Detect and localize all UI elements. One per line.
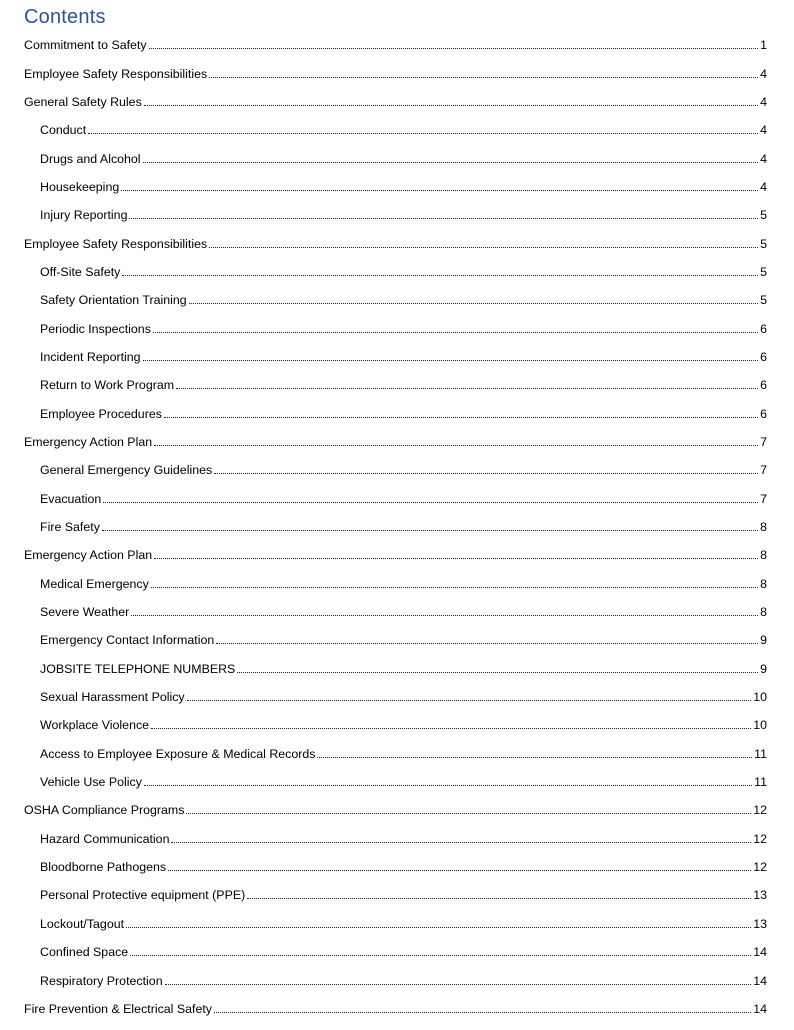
toc-entry-title[interactable]: OSHA Compliance Programs	[24, 803, 185, 818]
toc-entry-page-number[interactable]: 7	[760, 491, 767, 506]
toc-entry-title[interactable]: Housekeeping	[40, 179, 120, 194]
toc-entry-page-number[interactable]: 4	[760, 123, 767, 138]
toc-entry-title[interactable]: Sexual Harassment Policy	[40, 690, 185, 705]
toc-entry-title[interactable]: Medical Emergency	[40, 576, 149, 591]
toc-dot-leader	[317, 747, 752, 761]
toc-entry-page-number[interactable]: 1	[760, 38, 767, 53]
toc-entry[interactable]	[0, 428, 794, 456]
toc-entry-page-number[interactable]: 7	[760, 434, 767, 449]
toc-dot-leader	[144, 775, 752, 789]
toc-entry-title[interactable]: General Safety Rules	[24, 94, 142, 109]
toc-entry[interactable]	[0, 626, 794, 654]
toc-entry[interactable]	[0, 59, 794, 87]
toc-dot-leader	[186, 803, 751, 817]
toc-entry-page-number[interactable]: 8	[760, 520, 767, 535]
toc-entry[interactable]	[0, 825, 794, 853]
toc-entry-title[interactable]: Respiratory Protection	[40, 973, 163, 988]
toc-entry[interactable]	[0, 144, 794, 172]
toc-entry-page-number[interactable]: 14	[753, 1001, 767, 1016]
toc-entry-page-number[interactable]: 9	[760, 633, 767, 648]
toc-entry-title[interactable]: Workplace Violence	[40, 718, 150, 733]
toc-entry[interactable]	[0, 371, 794, 399]
toc-dot-leader	[126, 917, 751, 931]
toc-entry[interactable]	[0, 966, 794, 994]
toc-entry[interactable]	[0, 881, 794, 909]
toc-dot-leader	[143, 152, 759, 166]
toc-entry[interactable]	[0, 655, 794, 683]
toc-entry[interactable]	[0, 768, 794, 796]
toc-entry-page-number[interactable]: 6	[760, 378, 767, 393]
toc-entry-title[interactable]: Employee Safety Responsibilities	[24, 236, 208, 251]
toc-entry-page-number[interactable]: 6	[760, 406, 767, 421]
toc-entry-title[interactable]: Drugs and Alcohol	[40, 151, 141, 166]
toc-dot-leader	[102, 520, 758, 534]
toc-entry-title[interactable]: Return to Work Program	[40, 378, 175, 393]
toc-entry-title[interactable]: General Emergency Guidelines	[40, 463, 213, 478]
toc-entry[interactable]	[0, 116, 794, 144]
table-of-contents	[0, 31, 794, 1023]
toc-entry[interactable]	[0, 853, 794, 881]
toc-entry-page-number[interactable]: 6	[760, 349, 767, 364]
toc-entry[interactable]	[0, 938, 794, 966]
toc-dot-leader	[143, 350, 759, 364]
toc-entry-page-number[interactable]: 4	[760, 94, 767, 109]
toc-entry-page-number[interactable]: 13	[753, 888, 767, 903]
toc-entry-page-number[interactable]: 10	[753, 718, 767, 733]
toc-dot-leader	[214, 1002, 751, 1016]
toc-dot-leader	[176, 378, 758, 392]
toc-entry-title[interactable]: Evacuation	[40, 491, 102, 506]
toc-dot-leader	[103, 492, 758, 506]
toc-entry-title[interactable]: Vehicle Use Policy	[40, 775, 142, 790]
toc-dot-leader	[151, 577, 758, 591]
toc-entry[interactable]	[0, 314, 794, 342]
toc-entry[interactable]	[0, 796, 794, 824]
toc-entry-title[interactable]: Employee Safety Responsibilities	[24, 66, 208, 81]
toc-entry-page-number[interactable]: 4	[760, 66, 767, 81]
toc-heading: Contents	[24, 6, 106, 28]
toc-entry[interactable]	[0, 258, 794, 286]
toc-entry-title[interactable]: Access to Employee Exposure & Medical Records	[40, 746, 316, 761]
toc-entry-page-number[interactable]: 12	[753, 860, 767, 875]
toc-entry[interactable]	[0, 740, 794, 768]
toc-entry-title[interactable]: Confined Space	[40, 945, 129, 960]
toc-entry[interactable]	[0, 910, 794, 938]
toc-entry[interactable]	[0, 541, 794, 569]
toc-entry-page-number[interactable]: 5	[760, 208, 767, 223]
toc-entry-page-number[interactable]: 11	[754, 746, 767, 761]
toc-entry[interactable]	[0, 513, 794, 541]
toc-entry[interactable]	[0, 995, 794, 1023]
toc-entry-page-number[interactable]: 10	[753, 690, 767, 705]
toc-entry-page-number[interactable]: 13	[753, 916, 767, 931]
toc-entry-page-number[interactable]: 8	[760, 576, 767, 591]
toc-entry-page-number[interactable]: 14	[753, 973, 767, 988]
toc-entry-title[interactable]: Commitment to Safety	[24, 38, 147, 53]
toc-entry-title[interactable]: Off-Site Safety	[40, 264, 121, 279]
toc-entry-page-number[interactable]: 12	[753, 831, 767, 846]
toc-entry-title[interactable]: Fire Safety	[40, 520, 100, 535]
toc-dot-leader	[153, 322, 758, 336]
toc-entry[interactable]	[0, 201, 794, 229]
toc-dot-leader	[144, 95, 758, 109]
toc-entry-page-number[interactable]: 5	[760, 236, 767, 251]
toc-dot-leader	[216, 633, 758, 647]
toc-entry-title[interactable]: Emergency Contact Information	[40, 633, 215, 648]
toc-entry-page-number[interactable]: 7	[760, 463, 767, 478]
toc-entry-page-number[interactable]: 4	[760, 151, 767, 166]
toc-entry[interactable]	[0, 711, 794, 739]
toc-entry-title[interactable]: Safety Orientation Training	[40, 293, 187, 308]
toc-entry-title[interactable]: Personal Protective equipment (PPE)	[40, 888, 246, 903]
toc-entry-title[interactable]: Fire Prevention & Electrical Safety	[24, 1001, 213, 1016]
toc-entry[interactable]	[0, 399, 794, 427]
toc-entry[interactable]	[0, 31, 794, 59]
toc-dot-leader	[121, 180, 758, 194]
toc-entry-title[interactable]: Hazard Communication	[40, 831, 170, 846]
toc-entry-page-number[interactable]: 9	[760, 661, 767, 676]
toc-entry[interactable]	[0, 683, 794, 711]
toc-dot-leader	[237, 662, 758, 676]
toc-dot-leader	[151, 718, 751, 732]
toc-dot-leader	[171, 832, 751, 846]
toc-entry-title[interactable]: Employee Procedures	[40, 406, 162, 421]
toc-entry-title[interactable]: Severe Weather	[40, 605, 130, 620]
toc-entry-page-number[interactable]: 8	[760, 605, 767, 620]
toc-dot-leader	[131, 605, 758, 619]
toc-entry[interactable]	[0, 485, 794, 513]
toc-entry[interactable]	[0, 173, 794, 201]
toc-entry-title[interactable]: Lockout/Tagout	[40, 916, 125, 931]
toc-dot-leader	[154, 435, 758, 449]
toc-dot-leader	[214, 463, 758, 477]
toc-entry-title[interactable]: Bloodborne Pathogens	[40, 860, 167, 875]
toc-dot-leader	[209, 67, 758, 81]
toc-dot-leader	[129, 208, 758, 222]
toc-entry-page-number[interactable]: 12	[753, 803, 767, 818]
toc-dot-leader	[209, 237, 758, 251]
toc-entry-page-number[interactable]: 6	[760, 321, 767, 336]
toc-dot-leader	[154, 548, 758, 562]
toc-dot-leader	[130, 945, 751, 959]
toc-entry-page-number[interactable]: 5	[760, 264, 767, 279]
toc-entry-page-number[interactable]: 14	[753, 945, 767, 960]
toc-dot-leader	[88, 123, 758, 137]
toc-entry[interactable]	[0, 456, 794, 484]
toc-entry[interactable]	[0, 598, 794, 626]
toc-entry-title[interactable]: Incident Reporting	[40, 349, 141, 364]
toc-dot-leader	[187, 690, 752, 704]
toc-entry[interactable]	[0, 570, 794, 598]
toc-entry-page-number[interactable]: 11	[754, 775, 767, 790]
toc-entry-title[interactable]: JOBSITE TELEPHONE NUMBERS	[40, 661, 236, 676]
toc-entry[interactable]	[0, 343, 794, 371]
toc-dot-leader	[165, 974, 752, 988]
toc-entry[interactable]	[0, 88, 794, 116]
toc-dot-leader	[122, 265, 758, 279]
toc-entry-page-number[interactable]: 5	[760, 293, 767, 308]
toc-dot-leader	[189, 293, 758, 307]
toc-entry-page-number[interactable]: 4	[760, 179, 767, 194]
toc-entry[interactable]	[0, 286, 794, 314]
toc-dot-leader	[247, 888, 751, 902]
toc-dot-leader	[164, 407, 758, 421]
toc-entry-title[interactable]: Emergency Action Plan	[24, 434, 153, 449]
toc-dot-leader	[168, 860, 751, 874]
toc-entry[interactable]	[0, 229, 794, 257]
toc-entry-title[interactable]: Conduct	[40, 123, 87, 138]
toc-entry-title[interactable]: Injury Reporting	[40, 208, 128, 223]
toc-entry-title[interactable]: Emergency Action Plan	[24, 548, 153, 563]
toc-entry-page-number[interactable]: 8	[760, 548, 767, 563]
toc-dot-leader	[149, 38, 759, 52]
toc-entry-title[interactable]: Periodic Inspections	[40, 321, 151, 336]
